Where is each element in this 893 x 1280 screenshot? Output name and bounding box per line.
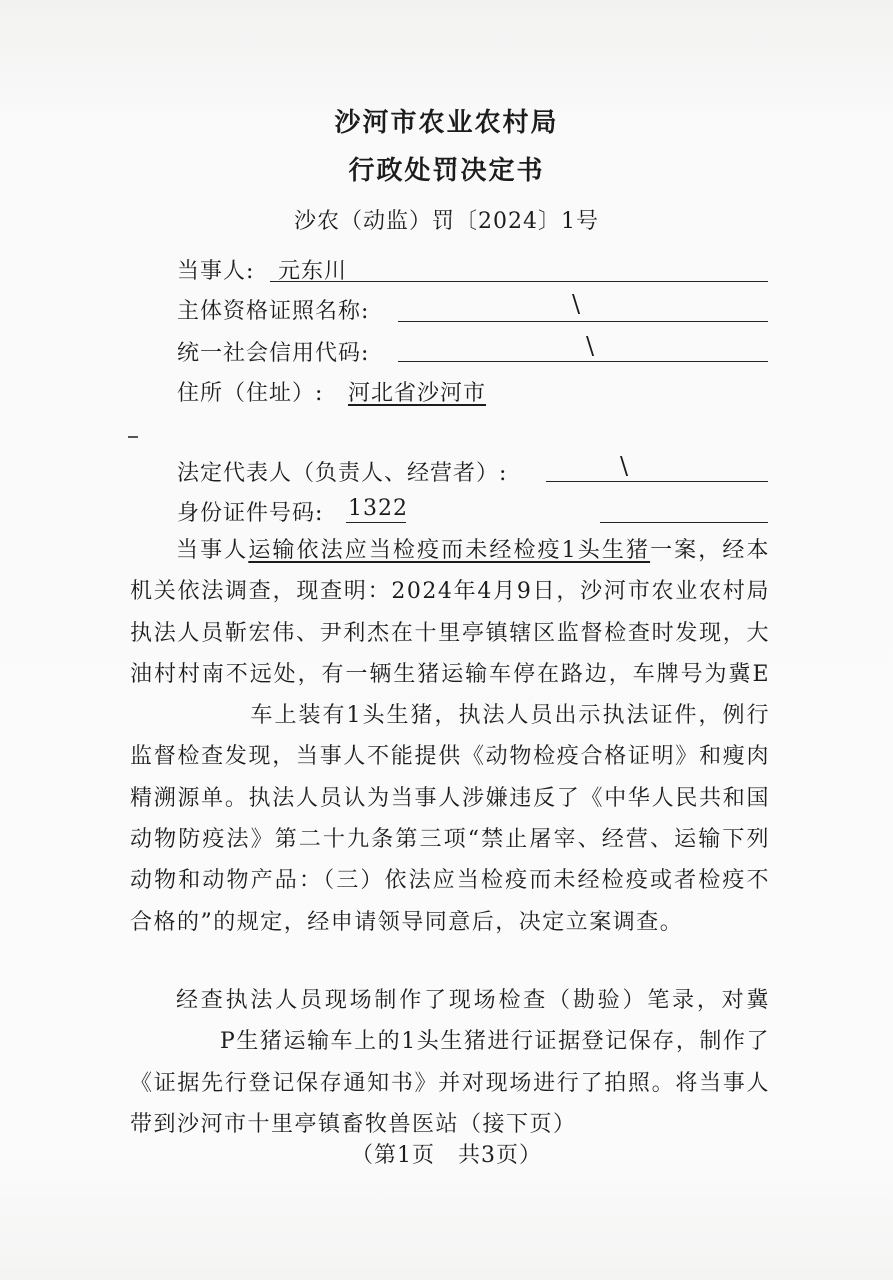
party-label: 当事人:	[177, 259, 255, 284]
page-footer: （第1页 共3页）	[351, 1143, 542, 1168]
id-underline-a	[346, 522, 406, 523]
id-label: 身份证件号码:	[177, 501, 324, 526]
doc-type-title: 行政处罚决定书	[348, 156, 545, 186]
credit-label: 统一社会信用代码:	[177, 341, 370, 366]
p2-b: P生猪运输车上的1头生猪进行证据登记保存，制作了《证据先行登记保存通知书》并对现场进行了拍照。将当事人带到沙河市十里亭镇畜牧兽医站（接下页）	[130, 1029, 770, 1137]
p1-rest-a: 一案，经本机关依法调查，现查明：2024年4月9日，沙河市农业农村局执法人员靳宏伟、尹利杰在十里亭镇辖区监督检查时发现，大油村村南不远处，有一辆生猪运输车停在路边，车牌号为冀E	[130, 538, 770, 687]
credit-underline	[398, 361, 768, 362]
body-paragraph-1	[130, 530, 770, 943]
credit-value: \	[586, 332, 595, 360]
license-value: \	[572, 290, 581, 318]
id-value: 1322	[348, 496, 408, 521]
rep-underline	[546, 481, 768, 482]
p1-rest-b: 车上装有1头生猪，执法人员出示执法证件，例行监督检查发现，当事人不能提供《动物检疫合格证明》和瘦肉精溯源单。执法人员认为当事人涉嫌违反了《中华人民共和国动物防疫法》第二十九条第三项“禁止屠宰、经营、运输下列动物和动物产品：（三）依法应当检疫而未经检疫或者检疫不合格的”的规定，经申请领导同意后，决定立案调查。	[130, 703, 770, 935]
p2-a: 经查执法人员现场制作了现场检查（勘验）笔录，对冀	[176, 988, 770, 1013]
p1-case: 运输依法应当检疫而未经检疫1头生猪	[248, 538, 651, 563]
party-value: 元东川	[278, 259, 348, 284]
address-value: 河北省沙河市	[348, 381, 487, 406]
body-paragraph-2	[130, 980, 770, 1145]
license-underline	[398, 321, 768, 322]
p1-lead: 当事人	[176, 538, 249, 563]
doc-number: 沙农（动监）罚〔2024〕1号	[294, 209, 599, 234]
rep-value: \	[620, 452, 629, 480]
license-label: 主体资格证照名称:	[177, 299, 370, 324]
party-underline	[270, 281, 768, 282]
scan-mark	[128, 436, 138, 438]
id-underline-b	[600, 522, 768, 523]
rep-label: 法定代表人（负责人、经营者）:	[177, 461, 508, 486]
org-title: 沙河市农业农村局	[334, 108, 559, 138]
address-label: 住所（住址）:	[177, 381, 324, 406]
